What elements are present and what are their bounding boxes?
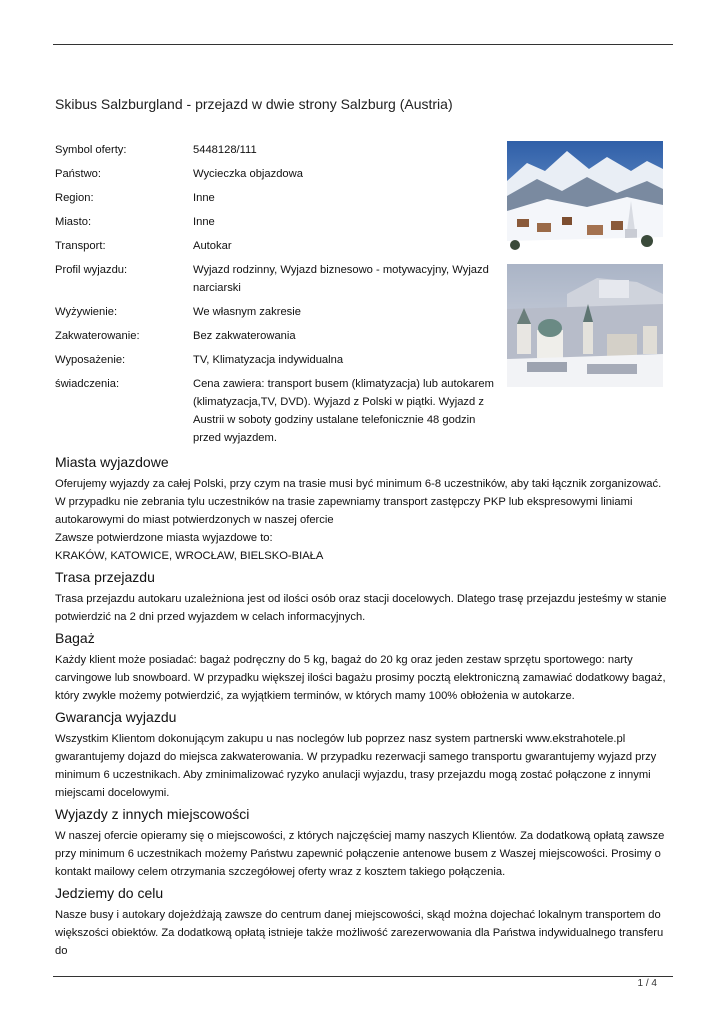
- footer-rule: [53, 976, 673, 977]
- section-jedziemy-do-celu: [55, 884, 670, 960]
- attr-value: 5448128/111: [193, 144, 257, 156]
- section-paragraph: Nasze busy i autokary dojeżdżają zawsze do centrum danej miejscowości, skąd można dojechać lokalnym transportem do większości obiektów. Za dodatkową opłatą istnieje także możliwość zarezerwowania dla Państwa indywidualnego transferu do: [55, 909, 664, 957]
- section-paragraph: Zawsze potwierdzone miasta wyjazdowe to:: [55, 532, 273, 544]
- attr-key: Transport:: [55, 240, 106, 252]
- attr-value: Inne: [193, 192, 215, 204]
- attr-row: [55, 165, 505, 183]
- attr-key: Państwo:: [55, 168, 102, 180]
- section-heading: Gwarancja wyjazdu: [55, 709, 177, 725]
- attr-row: [55, 261, 505, 297]
- page-title: Skibus Salzburgland - przejazd w dwie strony Salzburg (Austria): [55, 96, 453, 112]
- attr-key: Symbol oferty:: [55, 144, 127, 156]
- attr-value: Autokar: [193, 240, 232, 252]
- attr-value: Cena zawiera: transport busem (klimatyzacja) lub autokarem (klimatyzacja,TV, DVD). Wyjazd z Polski w piątki. Wyjazd z Austrii w soboty godziny ustalane telefonicznie 48 godzin przed wyjazdem.: [193, 378, 494, 444]
- attr-key: Zakwaterowanie:: [55, 330, 140, 342]
- attr-key: Wyżywienie:: [55, 306, 118, 318]
- photo-salzburg-winter: [507, 264, 663, 387]
- attr-row: [55, 351, 505, 369]
- attr-row: [55, 327, 505, 345]
- attr-value: Inne: [193, 216, 215, 228]
- section-heading: Wyjazdy z innych miejscowości: [55, 806, 250, 822]
- attr-row: [55, 141, 505, 159]
- photo-mountain-village: [507, 141, 663, 262]
- section-heading: Jedziemy do celu: [55, 885, 164, 901]
- section-bagaz: [55, 629, 670, 705]
- section-trasa-przejazdu: [55, 568, 670, 626]
- section-wyjazdy-z-innych: [55, 805, 670, 881]
- attr-key: Profil wyjazdu:: [55, 264, 128, 276]
- section-paragraph: W naszej ofercie opieramy się o miejscowości, z których najczęściej mamy naszych Klientów. Za dodatkową opłatą zawsze przy minimum 6 uczestnikach możemy Państwu zapewnić połączenie antenowe busem z Waszej miejscowości. Prosimy o kontakt mailowy celem otrzymania szczegółowej oferty wraz z kosztem takiego połączenia.: [55, 830, 665, 878]
- page-number: 1 / 4: [637, 978, 657, 989]
- attr-value: Bez zakwaterowania: [193, 330, 296, 342]
- content-sections: [55, 453, 670, 963]
- section-paragraph: KRAKÓW, KATOWICE, WROCŁAW, BIELSKO-BIAŁA: [55, 550, 324, 562]
- section-paragraph: Każdy klient może posiadać: bagaż podręczny do 5 kg, bagaż do 20 kg oraz jeden zestaw sprzętu sportowego: narty carvingowe lub snowboard. W przypadku większej ilości bagażu prosimy pocztą elektroniczną zamawiać dodatkowy bagaż, który zwykle możemy potwierdzić, za wyjątkiem terminów, w których mamy 100% obłożenia w autokarze.: [55, 654, 666, 702]
- section-heading: Trasa przejazdu: [55, 569, 155, 585]
- attr-value: Wyjazd rodzinny, Wyjazd biznesowo - motywacyjny, Wyjazd narciarski: [193, 264, 489, 294]
- section-gwarancja-wyjazdu: [55, 708, 670, 802]
- offer-attributes: [55, 141, 505, 453]
- section-paragraph: Trasa przejazdu autokaru uzależniona jest od ilości osób oraz stacji docelowych. Dlatego trasę przejazdu jesteśmy w stanie potwierdzić na 2 dni przed wyjazdem w celach informacyjnych.: [55, 593, 667, 623]
- attr-value: TV, Klimatyzacja indywidualna: [193, 354, 344, 366]
- attr-key: Wyposażenie:: [55, 354, 126, 366]
- attr-row: [55, 213, 505, 231]
- attr-value: Wycieczka objazdowa: [193, 168, 303, 180]
- header-rule: [53, 44, 673, 45]
- attr-row: [55, 237, 505, 255]
- attr-row: [55, 375, 505, 447]
- attr-row: [55, 189, 505, 207]
- section-paragraph: Wszystkim Klientom dokonującym zakupu u nas noclegów lub poprzez nasz system partnerski www.ekstrahotele.pl gwarantujemy dojazd do miejsca zakwaterowania. W przypadku rezerwacji samego transportu gwarantujemy wyjazd przy minimum 6 uczestnikach. Aby zminimalizować ryzyko anulacji wyjazdu, trasy przejazdu mogą zostać połączone z innymi miejscami docelowymi.: [55, 733, 657, 799]
- section-heading: Bagaż: [55, 630, 95, 646]
- attr-key: Miasto:: [55, 216, 92, 228]
- attr-row: [55, 303, 505, 321]
- attr-key: świadczenia:: [55, 378, 120, 390]
- attr-value: We własnym zakresie: [193, 306, 301, 318]
- section-paragraph: Oferujemy wyjazdy za całej Polski, przy czym na trasie musi być minimum 6-8 uczestników, aby taki łącznik zorganizować. W przypadku nie zebrania tylu uczestników na trasie zapewniamy transport zastępczy PKP lub ekspresowymi liniami autokarowymi do miast potwierdzonych w naszej ofercie: [55, 478, 662, 526]
- attr-key: Region:: [55, 192, 94, 204]
- section-heading: Miasta wyjazdowe: [55, 454, 169, 470]
- section-miasta-wyjazdowe: [55, 453, 670, 565]
